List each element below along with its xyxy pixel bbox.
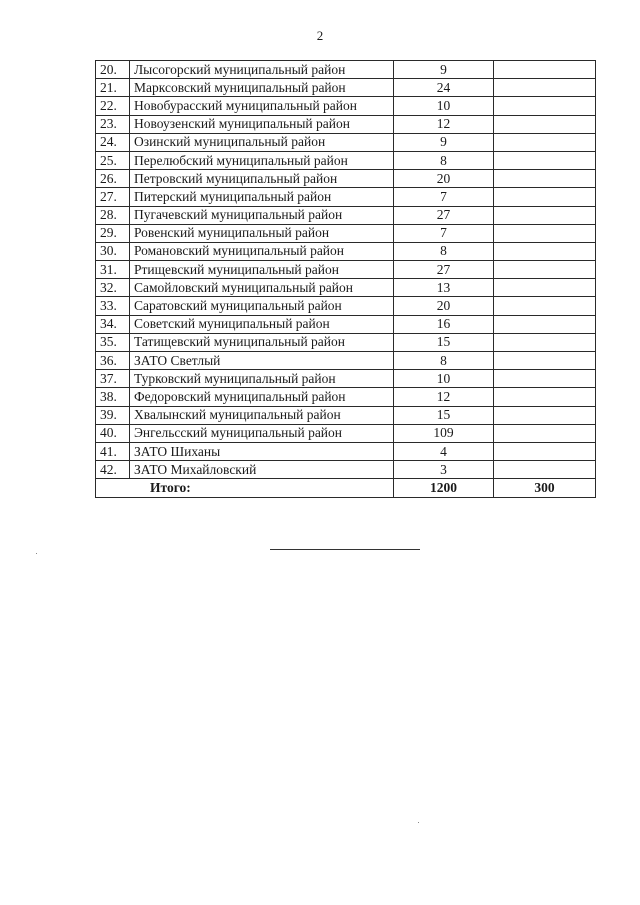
- value-2: [494, 206, 596, 224]
- value-2: [494, 115, 596, 133]
- district-name: Федоровский муниципальный район: [130, 388, 394, 406]
- page-number: 2: [316, 28, 324, 43]
- allocation-table: [95, 60, 596, 498]
- value-2: [494, 170, 596, 188]
- value-1: 27: [394, 261, 494, 279]
- table-row: [96, 461, 596, 479]
- value-1: 4: [394, 442, 494, 460]
- district-name: Новоузенский муниципальный район: [130, 115, 394, 133]
- district-name: Советский муниципальный район: [130, 315, 394, 333]
- district-name: Татищевский муниципальный район: [130, 333, 394, 351]
- value-1: 7: [394, 224, 494, 242]
- value-2: [494, 224, 596, 242]
- table-row: [96, 261, 596, 279]
- row-number: 22.: [96, 97, 130, 115]
- row-number: 30.: [96, 242, 130, 260]
- value-2: [494, 442, 596, 460]
- district-name: Ровенский муниципальный район: [130, 224, 394, 242]
- row-number: 28.: [96, 206, 130, 224]
- value-2: [494, 279, 596, 297]
- table-row: [96, 224, 596, 242]
- row-number: 29.: [96, 224, 130, 242]
- value-2: [494, 352, 596, 370]
- district-name: Ртищевский муниципальный район: [130, 261, 394, 279]
- table-row: [96, 424, 596, 442]
- row-number: 37.: [96, 370, 130, 388]
- value-2: [494, 242, 596, 260]
- row-number: 40.: [96, 424, 130, 442]
- value-2: [494, 461, 596, 479]
- district-name: Турковский муниципальный район: [130, 370, 394, 388]
- table-row: [96, 315, 596, 333]
- district-name: Новобурасский муниципальный район: [130, 97, 394, 115]
- value-2: [494, 151, 596, 169]
- district-name: Перелюбский муниципальный район: [130, 151, 394, 169]
- table-row: [96, 370, 596, 388]
- row-number: 33.: [96, 297, 130, 315]
- row-number: 35.: [96, 333, 130, 351]
- value-2: [494, 261, 596, 279]
- value-2: [494, 297, 596, 315]
- value-2: [494, 333, 596, 351]
- value-2: [494, 61, 596, 79]
- table-row: [96, 297, 596, 315]
- value-1: 24: [394, 79, 494, 97]
- row-number: 38.: [96, 388, 130, 406]
- row-number: 32.: [96, 279, 130, 297]
- value-1: 7: [394, 188, 494, 206]
- value-2: [494, 315, 596, 333]
- value-2: [494, 97, 596, 115]
- district-name: Энгельсский муниципальный район: [130, 424, 394, 442]
- value-1: 9: [394, 133, 494, 151]
- table-row: [96, 442, 596, 460]
- value-1: 10: [394, 370, 494, 388]
- row-number: 34.: [96, 315, 130, 333]
- row-number: 21.: [96, 79, 130, 97]
- table-row: [96, 388, 596, 406]
- value-2: [494, 388, 596, 406]
- row-number: 31.: [96, 261, 130, 279]
- value-1: 3: [394, 461, 494, 479]
- table-row: [96, 188, 596, 206]
- district-name: ЗАТО Михайловский: [130, 461, 394, 479]
- value-1: 13: [394, 279, 494, 297]
- table-row: [96, 170, 596, 188]
- district-name: Лысогорский муниципальный район: [130, 61, 394, 79]
- district-name: Питерский муниципальный район: [130, 188, 394, 206]
- table-row: [96, 97, 596, 115]
- value-1: 8: [394, 242, 494, 260]
- value-2: [494, 406, 596, 424]
- value-1: 27: [394, 206, 494, 224]
- district-name: Озинский муниципальный район: [130, 133, 394, 151]
- row-number: 20.: [96, 61, 130, 79]
- row-number: 41.: [96, 442, 130, 460]
- value-2: [494, 188, 596, 206]
- row-number: 42.: [96, 461, 130, 479]
- table-row: [96, 133, 596, 151]
- table-row: [96, 151, 596, 169]
- district-name: Петровский муниципальный район: [130, 170, 394, 188]
- table-row: [96, 115, 596, 133]
- value-1: 16: [394, 315, 494, 333]
- total-value-2: 300: [494, 479, 596, 498]
- value-1: 12: [394, 388, 494, 406]
- value-1: 20: [394, 170, 494, 188]
- separator-line: [270, 549, 420, 550]
- row-number: 23.: [96, 115, 130, 133]
- value-1: 10: [394, 97, 494, 115]
- table-body: [96, 61, 596, 498]
- table-row: [96, 352, 596, 370]
- district-name: Самойловский муниципальный район: [130, 279, 394, 297]
- table-row: [96, 242, 596, 260]
- district-name: Марксовский муниципальный район: [130, 79, 394, 97]
- table-row: [96, 206, 596, 224]
- scan-speck: [36, 553, 37, 554]
- table-row: [96, 61, 596, 79]
- value-1: 20: [394, 297, 494, 315]
- table-row: [96, 79, 596, 97]
- value-1: 8: [394, 151, 494, 169]
- value-1: 15: [394, 333, 494, 351]
- value-1: 8: [394, 352, 494, 370]
- scan-speck: [418, 822, 419, 823]
- row-number: 39.: [96, 406, 130, 424]
- row-number: 25.: [96, 151, 130, 169]
- district-name: ЗАТО Светлый: [130, 352, 394, 370]
- value-2: [494, 133, 596, 151]
- total-label: Итого:: [96, 479, 394, 498]
- value-2: [494, 370, 596, 388]
- value-1: 12: [394, 115, 494, 133]
- district-name: Хвалынский муниципальный район: [130, 406, 394, 424]
- district-name: Саратовский муниципальный район: [130, 297, 394, 315]
- value-2: [494, 424, 596, 442]
- value-1: 9: [394, 61, 494, 79]
- total-row: [96, 479, 596, 498]
- total-value-1: 1200: [394, 479, 494, 498]
- row-number: 36.: [96, 352, 130, 370]
- row-number: 26.: [96, 170, 130, 188]
- table-row: [96, 406, 596, 424]
- value-1: 109: [394, 424, 494, 442]
- table-row: [96, 279, 596, 297]
- row-number: 27.: [96, 188, 130, 206]
- district-name: Пугачевский муниципальный район: [130, 206, 394, 224]
- district-name: Романовский муниципальный район: [130, 242, 394, 260]
- value-2: [494, 79, 596, 97]
- value-1: 15: [394, 406, 494, 424]
- row-number: 24.: [96, 133, 130, 151]
- table-row: [96, 333, 596, 351]
- district-name: ЗАТО Шиханы: [130, 442, 394, 460]
